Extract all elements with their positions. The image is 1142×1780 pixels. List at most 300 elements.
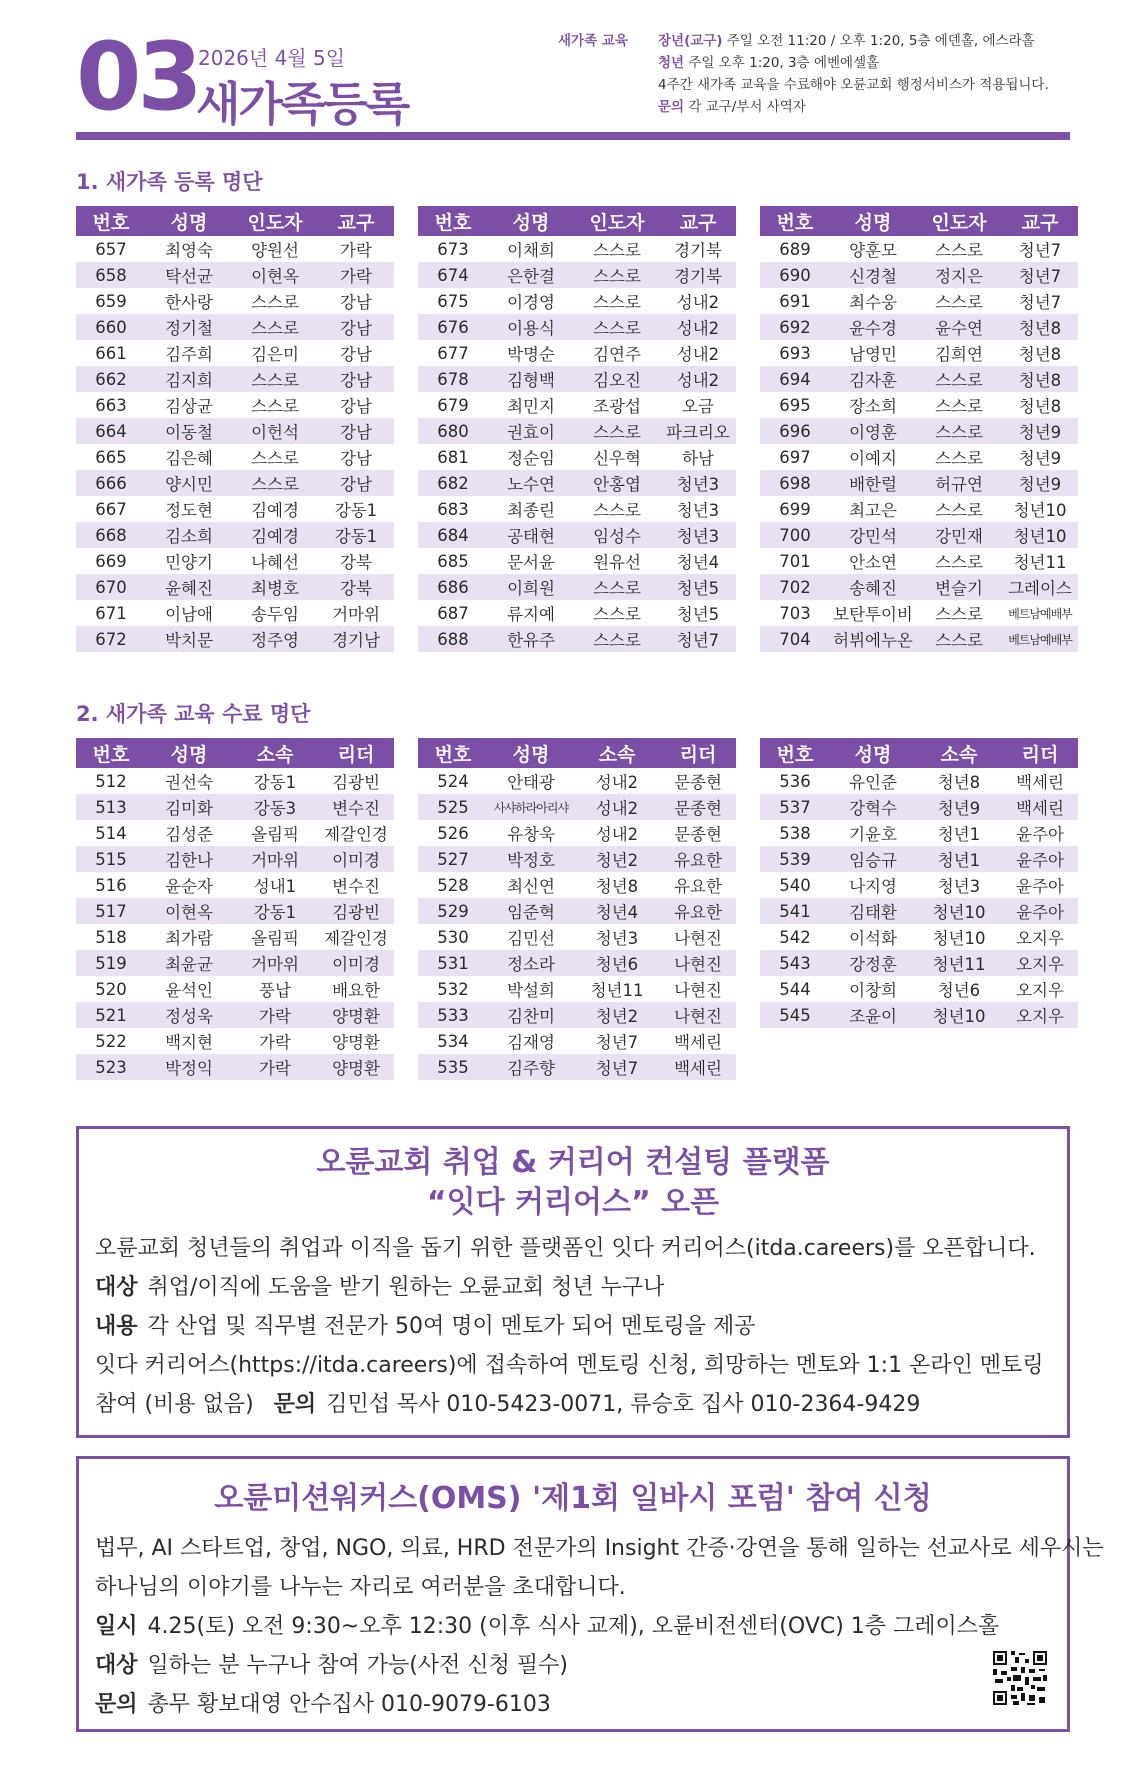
table-cell: 박명순: [507, 345, 555, 364]
career-platform-notice: [76, 1126, 1070, 1438]
table-row: [760, 444, 1078, 470]
table-cell: 박정호: [488, 846, 574, 872]
table-cell: 가락: [340, 241, 372, 260]
table-cell: 강동1: [334, 501, 378, 520]
table-cell: 문종현: [674, 773, 722, 792]
table-cell: 695: [779, 395, 811, 415]
table-row: [76, 600, 394, 626]
table-cell: 이희원: [488, 574, 574, 600]
table-cell: 노수연: [488, 470, 574, 496]
table-cell: 최수웅: [849, 293, 897, 312]
table-cell: 양시민: [146, 470, 232, 496]
table-row: [76, 470, 394, 496]
table-cell: 성내2: [660, 366, 736, 392]
column-header: 인도자: [574, 206, 660, 236]
table-cell: 671: [95, 603, 127, 623]
table-cell: 533: [418, 1002, 488, 1028]
table-cell: 685: [437, 551, 469, 571]
table-cell: 김광빈: [318, 898, 394, 924]
table-cell: 성내2: [595, 773, 639, 792]
table-row: [76, 366, 394, 392]
table-header-row: [760, 738, 1078, 768]
table-cell: 강동3: [232, 794, 318, 820]
forum-notice: [76, 1456, 1104, 1732]
table-cell: 678: [418, 366, 488, 392]
table-cell: 김오진: [574, 366, 660, 392]
table-cell: 백지현: [165, 1033, 213, 1052]
table-cell: 남영민: [849, 345, 897, 364]
table-cell: 강민석: [830, 522, 916, 548]
table-cell: 691: [779, 291, 811, 311]
table-cell: 청년8: [595, 877, 639, 896]
table-row: [76, 392, 394, 418]
table-cell: 청년10: [1002, 522, 1078, 548]
table-cell: 스스로: [574, 626, 660, 652]
page-number: 03: [76, 23, 199, 132]
table-cell: 하남: [682, 449, 714, 468]
table-cell: 가락: [232, 1054, 318, 1080]
table-cell: 임승규: [830, 846, 916, 872]
table-row: [760, 392, 1078, 418]
table-cell: 허규연: [916, 470, 1002, 496]
table-cell: 669: [95, 551, 127, 571]
table-cell: 최민지: [507, 397, 555, 416]
column-header: 소속: [232, 738, 318, 768]
table-header-row: [76, 738, 394, 768]
table-cell: 문서윤: [507, 553, 555, 572]
table-cell: 523: [76, 1054, 146, 1080]
table-cell: 김주희: [165, 345, 213, 364]
table-cell: 강남: [318, 470, 394, 496]
table-cell: 518: [95, 927, 127, 947]
column-header: 성명: [488, 738, 574, 768]
table-cell: 청년11: [590, 981, 644, 1000]
forum-contact: 문의 총무 황보대영 안수집사 010-9079-6103: [95, 1692, 551, 1717]
column-header: 인도자: [232, 206, 318, 236]
table-cell: 693: [779, 343, 811, 363]
column-header: 번호: [76, 738, 146, 768]
column-header: 성명: [830, 206, 916, 236]
table-cell: 윤주아: [1002, 898, 1078, 924]
table-cell: 청년1: [937, 825, 981, 844]
table-cell: 청년9: [1018, 449, 1062, 468]
table-cell: 가락: [318, 262, 394, 288]
table-cell: 683: [437, 499, 469, 519]
education-label: 새가족 교육: [558, 33, 628, 49]
table-cell: 은한결: [488, 262, 574, 288]
table-cell: 배요한: [332, 981, 380, 1000]
table-cell: 청년2: [574, 846, 660, 872]
table-row: [760, 1002, 1078, 1028]
table-cell: 거마위: [232, 950, 318, 976]
table-row: [76, 898, 394, 924]
table-row: [760, 236, 1078, 262]
table-cell: 청년8: [937, 773, 981, 792]
table-row: [418, 626, 736, 652]
table-cell: 539: [760, 846, 830, 872]
table-cell: 유요한: [660, 898, 736, 924]
table-cell: 청년5: [676, 605, 720, 624]
table-row: [418, 314, 736, 340]
completion-table-2: [418, 738, 736, 1080]
table-cell: 525: [418, 794, 488, 820]
table-cell: 윤순자: [165, 877, 213, 896]
table-cell: 527: [418, 846, 488, 872]
table-cell: 강북: [318, 574, 394, 600]
table-cell: 스스로: [574, 262, 660, 288]
table-cell: 안태광: [507, 773, 555, 792]
table-row: [418, 924, 736, 950]
table-cell: 스스로: [232, 366, 318, 392]
table-cell: 김은혜: [165, 449, 213, 468]
table-cell: 김찬미: [488, 1002, 574, 1028]
table-cell: 민양기: [165, 553, 213, 572]
table-cell: 강남: [318, 366, 394, 392]
table-cell: 701: [779, 551, 811, 571]
table-cell: 스스로: [251, 293, 299, 312]
table-cell: 원유선: [593, 553, 641, 572]
table-cell: 청년1: [916, 846, 1002, 872]
table-cell: 536: [779, 771, 811, 791]
table-cell: 올림픽: [251, 929, 299, 948]
table-cell: 오지우: [1002, 950, 1078, 976]
table-cell: 543: [760, 950, 830, 976]
table-cell: 성내2: [660, 314, 736, 340]
table-cell: 스스로: [935, 241, 983, 260]
table-cell: 스스로: [251, 397, 299, 416]
table-cell: 청년9: [1002, 470, 1078, 496]
table-row: [76, 236, 394, 262]
table-cell: 정도현: [165, 501, 213, 520]
table-row: [418, 548, 736, 574]
table-cell: 522: [95, 1031, 127, 1051]
table-row: [760, 626, 1078, 652]
table-cell: 542: [779, 927, 811, 947]
table-cell: 스스로: [593, 501, 641, 520]
table-row: [760, 976, 1078, 1002]
table-cell: 신경철: [830, 262, 916, 288]
table-cell: 김광빈: [332, 773, 380, 792]
table-cell: 662: [76, 366, 146, 392]
table-cell: 696: [760, 418, 830, 444]
table-cell: 672: [76, 626, 146, 652]
table-row: [760, 340, 1078, 366]
table-cell: 윤수경: [830, 314, 916, 340]
table-cell: 이창희: [849, 981, 897, 1000]
table-cell: 변수진: [318, 794, 394, 820]
table-row: [760, 846, 1078, 872]
table-row: [760, 288, 1078, 314]
table-cell: 성내2: [676, 345, 720, 364]
table-cell: 676: [418, 314, 488, 340]
table-row: [76, 1028, 394, 1054]
table-row: [760, 898, 1078, 924]
table-cell: 백세린: [1016, 773, 1064, 792]
table-cell: 538: [779, 823, 811, 843]
page-date: 2026년 4월 5일: [198, 46, 346, 70]
table-cell: 청년7: [660, 626, 736, 652]
table-cell: 청년7: [1018, 241, 1062, 260]
table-cell: 신우혁: [593, 449, 641, 468]
table-cell: 청년3: [937, 877, 981, 896]
table-row: [418, 1002, 736, 1028]
table-row: [418, 872, 736, 898]
notice-contact: 참여 (비용 없음) 문의 김민섭 목사 010-5423-0071, 류승호 집사 010-2364-9429: [95, 1392, 921, 1417]
table-cell: 이석화: [849, 929, 897, 948]
table-cell: 스스로: [232, 314, 318, 340]
table-cell: 최영숙: [165, 241, 213, 260]
table-cell: 541: [760, 898, 830, 924]
completion-table-3: [760, 738, 1078, 1028]
table-cell: 가락: [259, 1033, 291, 1052]
table-cell: 689: [779, 239, 811, 259]
table-row: [760, 820, 1078, 846]
notice-content: 내용 각 산업 및 직무별 전문가 50여 명이 멘토가 되어 멘토링을 제공: [95, 1314, 756, 1339]
table-cell: 661: [95, 343, 127, 363]
table-cell: 청년8: [1018, 345, 1062, 364]
table-cell: 이남애: [165, 605, 213, 624]
table-cell: 송두임: [251, 605, 299, 624]
table-cell: 거마위: [232, 846, 318, 872]
header-divider: [76, 132, 1070, 140]
table-row: [76, 794, 394, 820]
table-cell: 양원선: [251, 241, 299, 260]
table-cell: 이영훈: [830, 418, 916, 444]
table-row: [418, 820, 736, 846]
table-cell: 경기북: [660, 262, 736, 288]
table-cell: 한유주: [488, 626, 574, 652]
notice-intro: 오륜교회 청년들의 취업과 이직을 돕기 위한 플랫폼인 잇다 커리어스(itda.careers)를 오픈합니다.: [95, 1236, 1036, 1261]
table-cell: 스스로: [916, 366, 1002, 392]
column-header: 리더: [1002, 738, 1078, 768]
table-cell: 이채희: [507, 241, 555, 260]
table-cell: 경기북: [674, 241, 722, 260]
table-cell: 권효이: [488, 418, 574, 444]
table-cell: 686: [418, 574, 488, 600]
table-cell: 백세린: [1002, 794, 1078, 820]
column-header: 번호: [418, 738, 488, 768]
table-cell: 탁선균: [146, 262, 232, 288]
table-cell: 문종현: [660, 794, 736, 820]
table-cell: 스스로: [574, 314, 660, 340]
table-cell: 528: [437, 875, 469, 895]
edu-line-contact: 문의 각 교구/부서 사역자: [658, 99, 806, 115]
table-cell: 702: [760, 574, 830, 600]
table-header-row: [418, 206, 736, 236]
table-row: [760, 768, 1078, 794]
table-cell: 유인준: [849, 773, 897, 792]
table-cell: 배한럴: [830, 470, 916, 496]
table-cell: 풍납: [259, 981, 291, 1000]
column-header: 교구: [318, 206, 394, 236]
table-cell: 성내1: [253, 877, 297, 896]
table-cell: 530: [437, 927, 469, 947]
table-cell: 강남: [318, 418, 394, 444]
table-cell: 스스로: [593, 605, 641, 624]
table-row: [418, 794, 736, 820]
table-cell: 양명환: [318, 1002, 394, 1028]
section-title-registration: 1. 새가족 등록 명단: [76, 170, 263, 194]
qr-code-icon[interactable]: [991, 1649, 1049, 1707]
table-cell: 공태현: [488, 522, 574, 548]
table-header-row: [760, 206, 1078, 236]
table-cell: 양명환: [332, 1033, 380, 1052]
table-cell: 최가람: [165, 929, 213, 948]
table-cell: 청년4: [676, 553, 720, 572]
table-cell: 안소연: [849, 553, 897, 572]
table-row: [418, 236, 736, 262]
table-row: [760, 872, 1078, 898]
table-cell: 유요한: [660, 846, 736, 872]
table-row: [76, 340, 394, 366]
table-row: [76, 574, 394, 600]
table-cell: 청년3: [676, 501, 720, 520]
column-header: 소속: [574, 738, 660, 768]
table-cell: 최윤균: [146, 950, 232, 976]
table-cell: 강남: [340, 293, 372, 312]
table-cell: 청년3: [660, 470, 736, 496]
page-header: [76, 23, 1070, 132]
table-row: [418, 288, 736, 314]
table-cell: 519: [76, 950, 146, 976]
table-cell: 박정익: [146, 1054, 232, 1080]
column-header: 번호: [760, 738, 830, 768]
table-cell: 강북: [340, 553, 372, 572]
edu-line-note: 4주간 새가족 교육을 수료해야 오륜교회 행정서비스가 적용됩니다.: [658, 77, 1049, 93]
table-cell: 이용식: [488, 314, 574, 340]
section-title-completion: 2. 새가족 교육 수료 명단: [76, 702, 311, 726]
table-cell: 경기남: [318, 626, 394, 652]
table-cell: 682: [418, 470, 488, 496]
table-cell: 강동1: [253, 773, 297, 792]
table-cell: 청년9: [916, 794, 1002, 820]
table-cell: 거마위: [332, 605, 380, 624]
table-cell: 나현진: [660, 950, 736, 976]
table-row: [76, 522, 394, 548]
table-cell: 청년6: [937, 981, 981, 1000]
column-header: 성명: [146, 206, 232, 236]
table-cell: 문종현: [674, 825, 722, 844]
table-cell: 청년4: [574, 898, 660, 924]
table-cell: 663: [95, 395, 127, 415]
table-row: [76, 872, 394, 898]
table-cell: 677: [437, 343, 469, 363]
table-cell: 최고은: [849, 501, 897, 520]
table-cell: 김예경: [232, 522, 318, 548]
table-cell: 보탄투이비: [833, 605, 913, 624]
forum-desc-2: 하나님의 이야기를 나누는 자리로 여러분을 초대합니다.: [95, 1575, 626, 1600]
table-cell: 강혁수: [830, 794, 916, 820]
table-row: [760, 470, 1078, 496]
table-row: [76, 950, 394, 976]
table-row: [760, 522, 1078, 548]
table-row: [76, 976, 394, 1002]
table-row: [76, 626, 394, 652]
table-cell: 이미경: [318, 846, 394, 872]
table-cell: 성내2: [676, 293, 720, 312]
table-cell: 687: [437, 603, 469, 623]
table-row: [760, 600, 1078, 626]
table-cell: 스스로: [593, 241, 641, 260]
table-cell: 그레이스: [1002, 574, 1078, 600]
table-cell: 700: [760, 522, 830, 548]
table-cell: 이헌석: [232, 418, 318, 444]
table-cell: 김연주: [593, 345, 641, 364]
table-cell: 한사랑: [165, 293, 213, 312]
column-header: 성명: [830, 738, 916, 768]
column-header: 리더: [660, 738, 736, 768]
forum-desc-1: 법무, AI 스타트업, 창업, NGO, 의료, HRD 전문가의 Insight 간증·강연을 통해 일하는 선교사로 세우시는: [95, 1536, 1104, 1561]
column-header: 교구: [660, 206, 736, 236]
table-cell: 성내2: [595, 825, 639, 844]
table-cell: 김은미: [251, 345, 299, 364]
table-cell: 박설희: [507, 981, 555, 1000]
table-cell: 강남: [340, 397, 372, 416]
table-cell: 나현진: [674, 981, 722, 1000]
forum-title: 오륜미션워커스(OMS) '제1회 일바시 포럼' 참여 신청: [214, 1481, 932, 1516]
table-row: [418, 496, 736, 522]
page-title: 새가족등록: [196, 77, 409, 131]
table-cell: 김민선: [507, 929, 555, 948]
table-cell: 김재영: [507, 1033, 555, 1052]
table-cell: 베트남예배부: [1008, 606, 1072, 621]
table-cell: 청년8: [1002, 366, 1078, 392]
table-row: [760, 496, 1078, 522]
table-cell: 514: [95, 823, 127, 843]
table-cell: 664: [76, 418, 146, 444]
table-row: [76, 418, 394, 444]
table-row: [76, 314, 394, 340]
table-cell: 김성준: [165, 825, 213, 844]
table-cell: 변수진: [332, 877, 380, 896]
table-row: [760, 366, 1078, 392]
table-cell: 이동철: [146, 418, 232, 444]
table-cell: 김예경: [251, 501, 299, 520]
table-cell: 김한나: [146, 846, 232, 872]
table-cell: 698: [760, 470, 830, 496]
table-cell: 534: [437, 1031, 469, 1051]
column-header: 번호: [760, 206, 830, 236]
table-row: [418, 418, 736, 444]
table-cell: 535: [418, 1054, 488, 1080]
table-cell: 청년10: [916, 898, 1002, 924]
table-cell: 517: [76, 898, 146, 924]
table-cell: 청년7: [1018, 293, 1062, 312]
table-row: [760, 262, 1078, 288]
table-cell: 스스로: [916, 626, 1002, 652]
table-cell: 임성수: [574, 522, 660, 548]
table-cell: 변슬기: [916, 574, 1002, 600]
table-cell: 강민재: [916, 522, 1002, 548]
column-header: 소속: [916, 738, 1002, 768]
table-cell: 스스로: [935, 293, 983, 312]
table-row: [76, 496, 394, 522]
table-row: [760, 314, 1078, 340]
notice-access: 잇다 커리어스(https://itda.careers)에 접속하여 멘토링 신청, 희망하는 멘토와 1:1 온라인 멘토링: [95, 1353, 1044, 1378]
table-row: [418, 846, 736, 872]
table-cell: 청년3: [660, 522, 736, 548]
table-cell: 오금: [682, 397, 714, 416]
table-cell: 송혜진: [830, 574, 916, 600]
table-cell: 704: [760, 626, 830, 652]
table-row: [418, 1028, 736, 1054]
table-cell: 531: [418, 950, 488, 976]
table-cell: 스스로: [916, 418, 1002, 444]
table-cell: 660: [76, 314, 146, 340]
table-cell: 스스로: [935, 397, 983, 416]
table-cell: 544: [779, 979, 811, 999]
table-cell: 김미화: [146, 794, 232, 820]
